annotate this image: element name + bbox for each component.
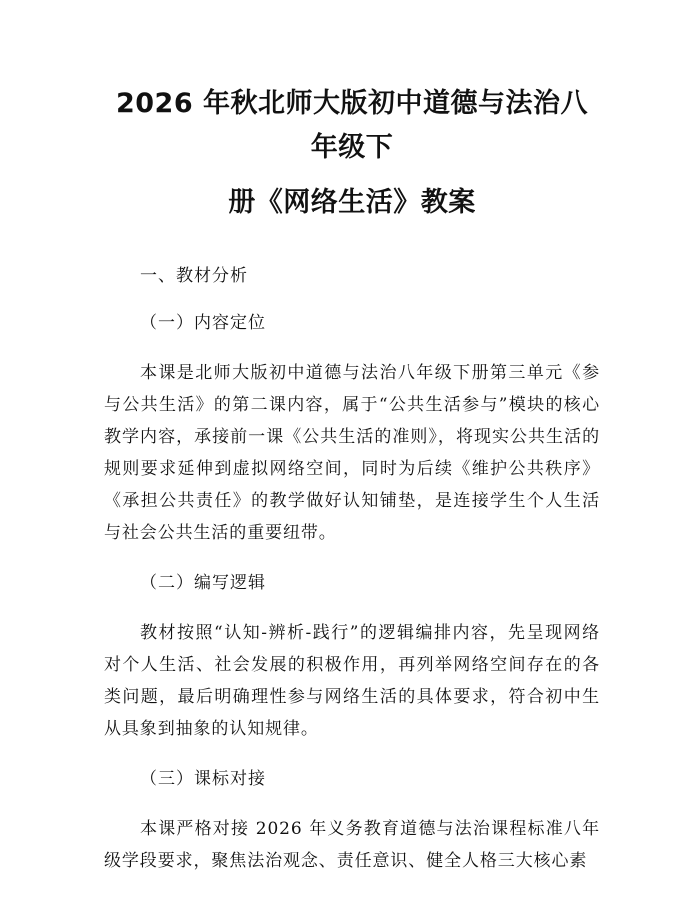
paragraph-writing-logic: 教材按照“认知-辨析-践行”的逻辑编排内容，先呈现网络对个人生活、社会发展的积极作用，再列举网络空间存在的各类问题，最后明确理性参与网络生活的具体要求，符合初中生从具象到抽象的认知规律。 [104,623,600,739]
paragraph-curriculum-alignment: 本课严格对接 2026 年义务教育道德与法治课程标准八年级学段要求，聚焦法治观念、责任意识、健全人格三大核心素 [104,819,600,871]
section-heading-textbook-analysis: 一、教材分析 [140,266,248,286]
paragraph-content-positioning: 本课是北师大版初中道德与法治八年级下册第三单元《参与公共生活》的第二课内容，属于“公共生活参与”模块的核心教学内容，承接前一课《公共生活的准则》，将现实公共生活的规则要求延伸到虚拟网络空间，同时为后续《维护公共秩序》《承担公共责任》的教学做好认知铺垫，是连接学生个人生活与社会公共生活的重要纽带。 [104,363,600,543]
subsection-heading-content-positioning: （一）内容定位 [140,313,266,333]
document-title-line-2: 册《网络生活》教案 [228,187,476,218]
subsection-heading-writing-logic: （二）编写逻辑 [140,573,266,593]
subsection-heading-curriculum-alignment: （三）课标对接 [140,769,266,789]
document-title-line-1: 2026 年秋北师大版初中道德与法治八年级下 [115,88,589,163]
document-title [104,0,600,225]
